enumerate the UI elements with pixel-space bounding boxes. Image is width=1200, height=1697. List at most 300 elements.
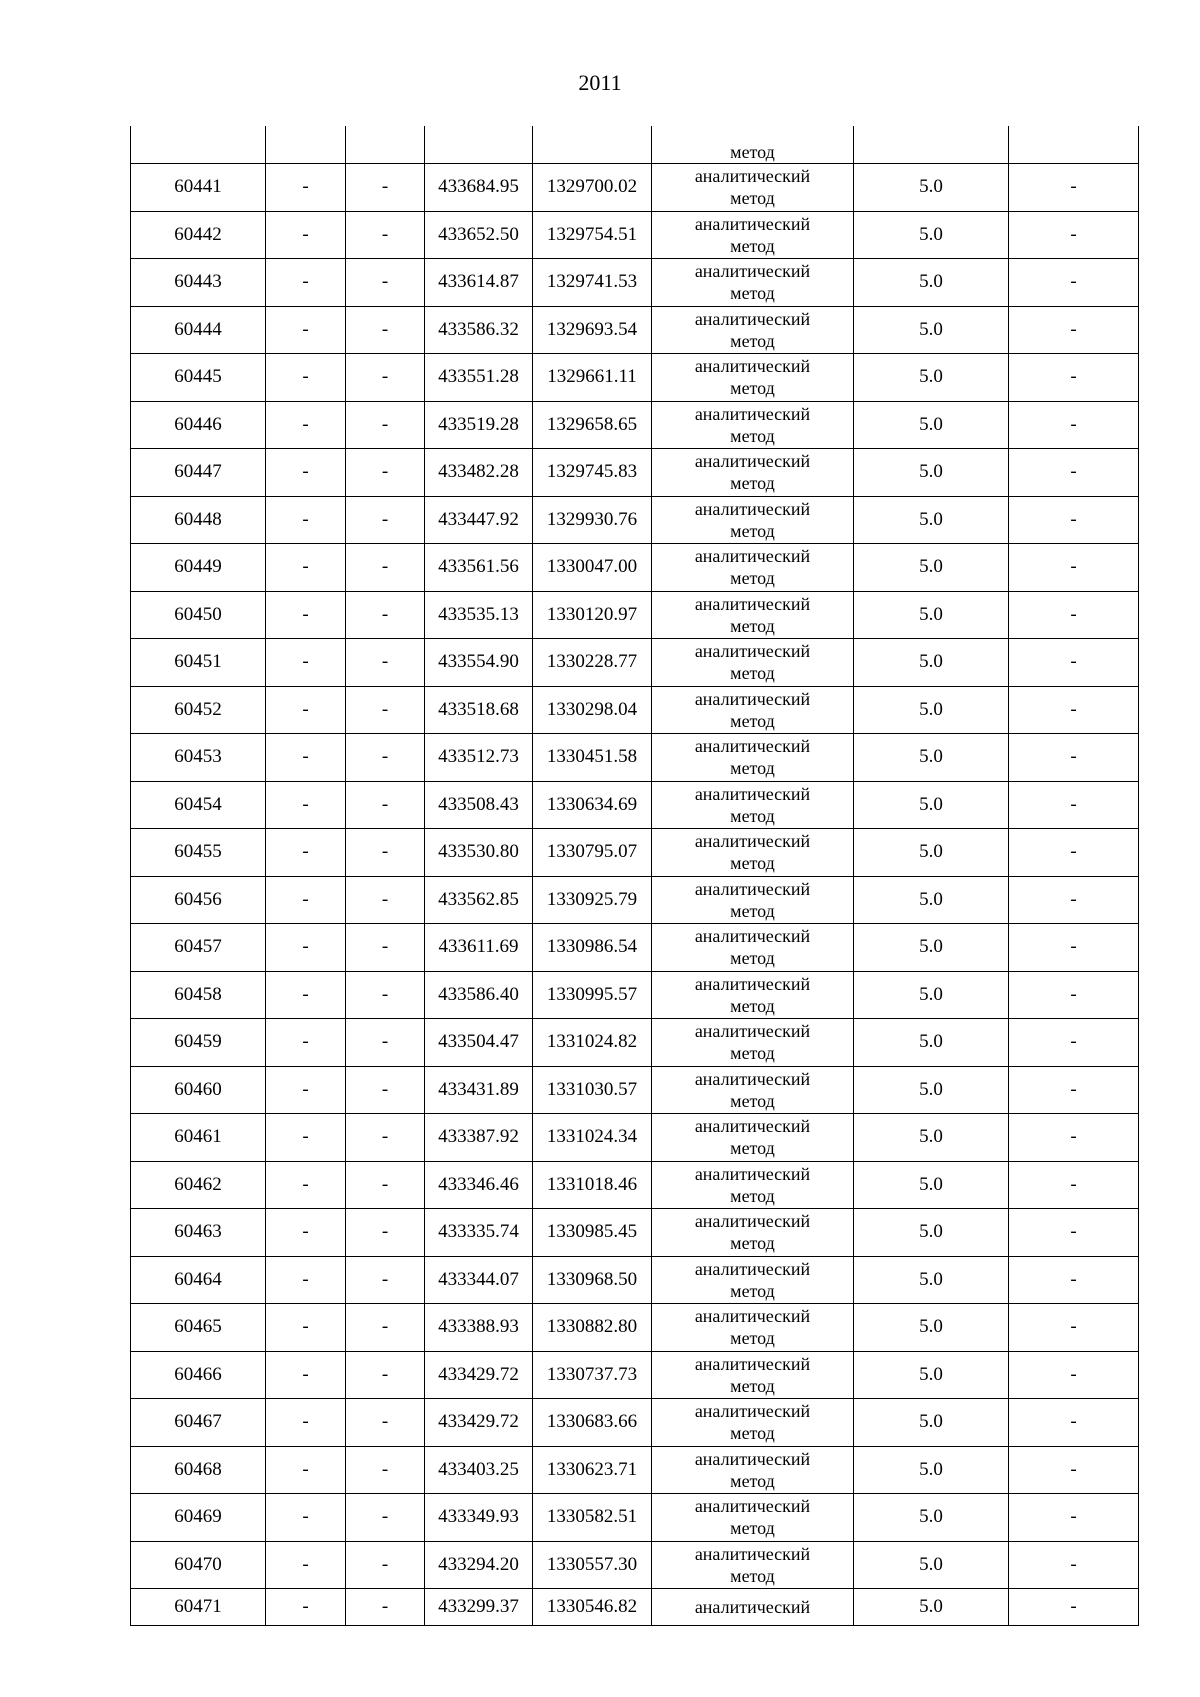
dash-cell: - <box>1009 1066 1139 1114</box>
method-cell <box>652 306 854 354</box>
table-cell <box>131 126 266 164</box>
dash-cell: - <box>266 1066 346 1114</box>
dash-cell: - <box>266 1541 346 1589</box>
dash-cell: - <box>346 876 425 924</box>
y-coordinate-cell: 1330683.66 <box>533 1399 652 1447</box>
method-line-2: метод <box>730 520 775 541</box>
method-line-2: метод <box>730 1043 775 1064</box>
dash-cell: - <box>266 401 346 449</box>
method-line-2: метод <box>730 1280 775 1301</box>
x-coordinate-cell: 433344.07 <box>425 1256 533 1304</box>
dash-cell: - <box>266 1161 346 1209</box>
method-line-1: аналитический <box>694 1021 811 1042</box>
method-line-1: аналитический <box>694 1401 811 1422</box>
table-body <box>131 126 1139 1626</box>
table-row <box>131 259 1139 307</box>
dash-cell: - <box>346 1161 425 1209</box>
point-id-cell: 60458 <box>131 971 266 1019</box>
method-cell <box>652 1304 854 1352</box>
method-cell <box>652 1256 854 1304</box>
accuracy-cell: 5.0 <box>854 686 1009 734</box>
x-coordinate-cell: 433387.92 <box>425 1114 533 1162</box>
dash-cell: - <box>266 1446 346 1494</box>
y-coordinate-cell: 1330451.58 <box>533 734 652 782</box>
dash-cell: - <box>1009 306 1139 354</box>
dash-cell: - <box>1009 1304 1139 1352</box>
method-line-1: аналитический <box>694 308 811 329</box>
dash-cell: - <box>346 1019 425 1067</box>
dash-cell: - <box>1009 1399 1139 1447</box>
point-id-cell: 60445 <box>131 354 266 402</box>
method-line-2: метод <box>730 1423 775 1444</box>
method-line-1: аналитический <box>694 403 811 424</box>
dash-cell: - <box>266 211 346 259</box>
point-id-cell: 60462 <box>131 1161 266 1209</box>
point-id-cell: 60450 <box>131 591 266 639</box>
y-coordinate-cell: 1330582.51 <box>533 1494 652 1542</box>
dash-cell: - <box>1009 829 1139 877</box>
accuracy-cell: 5.0 <box>854 306 1009 354</box>
table-row <box>131 1589 1139 1626</box>
method-cell <box>652 971 854 1019</box>
y-coordinate-cell: 1329661.11 <box>533 354 652 402</box>
table-row <box>131 449 1139 497</box>
table-row <box>131 876 1139 924</box>
y-coordinate-cell: 1329754.51 <box>533 211 652 259</box>
table-row <box>131 1541 1139 1589</box>
method-line-2: метод <box>730 1375 775 1396</box>
table-row <box>131 1351 1139 1399</box>
accuracy-cell: 5.0 <box>854 1541 1009 1589</box>
accuracy-cell: 5.0 <box>854 734 1009 782</box>
dash-cell: - <box>1009 591 1139 639</box>
accuracy-cell: 5.0 <box>854 971 1009 1019</box>
method-line-1: аналитический <box>694 1448 811 1469</box>
table-row <box>131 211 1139 259</box>
dash-cell: - <box>346 1446 425 1494</box>
method-line-2: метод <box>730 378 775 399</box>
dash-cell: - <box>266 1589 346 1626</box>
method-line-1: аналитический <box>694 1211 811 1232</box>
method-cell: метод <box>652 126 854 164</box>
dash-cell: - <box>346 1351 425 1399</box>
point-id-cell: 60444 <box>131 306 266 354</box>
dash-cell: - <box>1009 1589 1139 1626</box>
point-id-cell: 60459 <box>131 1019 266 1067</box>
dash-cell: - <box>266 781 346 829</box>
table-row <box>131 401 1139 449</box>
method-cell <box>652 1114 854 1162</box>
method-line-2: метод <box>730 948 775 969</box>
method-line-2: метод <box>730 473 775 494</box>
accuracy-cell: 5.0 <box>854 211 1009 259</box>
y-coordinate-cell: 1330557.30 <box>533 1541 652 1589</box>
table-row <box>131 164 1139 212</box>
table-cell <box>346 126 425 164</box>
method-line-1: аналитический <box>694 831 811 852</box>
y-coordinate-cell: 1330047.00 <box>533 544 652 592</box>
method-line-1: аналитический <box>694 166 811 187</box>
y-coordinate-cell: 1330120.97 <box>533 591 652 639</box>
point-id-cell: 60460 <box>131 1066 266 1114</box>
dash-cell: - <box>346 544 425 592</box>
accuracy-cell: 5.0 <box>854 781 1009 829</box>
method-line-2: метод <box>730 1138 775 1159</box>
dash-cell: - <box>346 1541 425 1589</box>
x-coordinate-cell: 433518.68 <box>425 686 533 734</box>
x-coordinate-cell: 433614.87 <box>425 259 533 307</box>
method-cell <box>652 1351 854 1399</box>
point-id-cell: 60468 <box>131 1446 266 1494</box>
dash-cell: - <box>346 401 425 449</box>
method-cell <box>652 449 854 497</box>
point-id-cell: 60448 <box>131 496 266 544</box>
x-coordinate-cell: 433551.28 <box>425 354 533 402</box>
table-row <box>131 544 1139 592</box>
dash-cell: - <box>1009 1209 1139 1257</box>
dash-cell: - <box>1009 781 1139 829</box>
dash-cell: - <box>1009 639 1139 687</box>
method-cell <box>652 496 854 544</box>
x-coordinate-cell: 433431.89 <box>425 1066 533 1114</box>
dash-cell: - <box>346 781 425 829</box>
dash-cell: - <box>1009 1019 1139 1067</box>
method-line-2: метод <box>730 805 775 826</box>
accuracy-cell: 5.0 <box>854 1114 1009 1162</box>
dash-cell: - <box>266 1494 346 1542</box>
dash-cell: - <box>1009 1494 1139 1542</box>
dash-cell: - <box>346 829 425 877</box>
point-id-cell: 60463 <box>131 1209 266 1257</box>
x-coordinate-cell: 433519.28 <box>425 401 533 449</box>
method-line-1: аналитический <box>694 1116 811 1137</box>
point-id-cell: 60470 <box>131 1541 266 1589</box>
table-row <box>131 496 1139 544</box>
method-line-2: метод <box>730 1090 775 1111</box>
method-line-2: метод <box>730 615 775 636</box>
method-line-1: аналитический <box>694 498 811 519</box>
point-id-cell: 60467 <box>131 1399 266 1447</box>
x-coordinate-cell: 433294.20 <box>425 1541 533 1589</box>
y-coordinate-cell: 1330925.79 <box>533 876 652 924</box>
method-line-1: аналитический <box>694 736 811 757</box>
method-cell <box>652 829 854 877</box>
method-line-2: метод <box>730 663 775 684</box>
method-line-1: аналитический <box>694 926 811 947</box>
x-coordinate-cell: 433586.40 <box>425 971 533 1019</box>
dash-cell: - <box>266 924 346 972</box>
dash-cell: - <box>346 1304 425 1352</box>
dash-cell: - <box>346 164 425 212</box>
dash-cell: - <box>1009 1446 1139 1494</box>
y-coordinate-cell: 1331024.82 <box>533 1019 652 1067</box>
point-id-cell: 60456 <box>131 876 266 924</box>
x-coordinate-cell: 433346.46 <box>425 1161 533 1209</box>
y-coordinate-cell: 1329930.76 <box>533 496 652 544</box>
point-id-cell: 60455 <box>131 829 266 877</box>
method-cell <box>652 354 854 402</box>
table-row <box>131 1114 1139 1162</box>
method-line-1: аналитический <box>694 1496 811 1517</box>
dash-cell: - <box>266 1114 346 1162</box>
dash-cell: - <box>1009 496 1139 544</box>
table-cell <box>425 126 533 164</box>
x-coordinate-cell: 433530.80 <box>425 829 533 877</box>
table-row <box>131 591 1139 639</box>
y-coordinate-cell: 1330795.07 <box>533 829 652 877</box>
method-line-2: метод <box>730 1233 775 1254</box>
method-cell <box>652 686 854 734</box>
dash-cell: - <box>266 639 346 687</box>
dash-cell: - <box>346 1494 425 1542</box>
dash-cell: - <box>1009 449 1139 497</box>
accuracy-cell: 5.0 <box>854 1399 1009 1447</box>
accuracy-cell: 5.0 <box>854 1209 1009 1257</box>
point-id-cell: 60471 <box>131 1589 266 1626</box>
dash-cell: - <box>346 1589 425 1626</box>
method-line-2: метод <box>730 330 775 351</box>
point-id-cell: 60453 <box>131 734 266 782</box>
method-cell <box>652 781 854 829</box>
dash-cell: - <box>1009 211 1139 259</box>
method-line-1: аналитический <box>694 593 811 614</box>
x-coordinate-cell: 433586.32 <box>425 306 533 354</box>
point-id-cell: 60457 <box>131 924 266 972</box>
dash-cell: - <box>266 544 346 592</box>
dash-cell: - <box>266 829 346 877</box>
y-coordinate-cell: 1330986.54 <box>533 924 652 972</box>
accuracy-cell: 5.0 <box>854 591 1009 639</box>
method-line-1: аналитический <box>694 546 811 567</box>
method-line-1: аналитический <box>694 213 811 234</box>
point-id-cell: 60449 <box>131 544 266 592</box>
method-line-2: метод <box>730 900 775 921</box>
table-row <box>131 1066 1139 1114</box>
accuracy-cell: 5.0 <box>854 1446 1009 1494</box>
y-coordinate-cell: 1331018.46 <box>533 1161 652 1209</box>
method-line-1: аналитический <box>694 1068 811 1089</box>
x-coordinate-cell: 433429.72 <box>425 1351 533 1399</box>
method-line-1: аналитический <box>694 451 811 472</box>
x-coordinate-cell: 433299.37 <box>425 1589 533 1626</box>
dash-cell: - <box>346 496 425 544</box>
method-cell <box>652 211 854 259</box>
method-cell <box>652 1494 854 1542</box>
x-coordinate-cell: 433504.47 <box>425 1019 533 1067</box>
table-row <box>131 1399 1139 1447</box>
table-row <box>131 1304 1139 1352</box>
dash-cell: - <box>346 971 425 1019</box>
x-coordinate-cell: 433508.43 <box>425 781 533 829</box>
method-line-2: метод <box>730 425 775 446</box>
table-row <box>131 924 1139 972</box>
dash-cell: - <box>266 1304 346 1352</box>
dash-cell: - <box>266 164 346 212</box>
x-coordinate-cell: 433611.69 <box>425 924 533 972</box>
table-row <box>131 1019 1139 1067</box>
dash-cell: - <box>266 734 346 782</box>
method-cell <box>652 876 854 924</box>
dash-cell: - <box>346 734 425 782</box>
dash-cell: - <box>1009 1161 1139 1209</box>
point-id-cell: 60465 <box>131 1304 266 1352</box>
table-row <box>131 306 1139 354</box>
y-coordinate-cell: 1330634.69 <box>533 781 652 829</box>
y-coordinate-cell: 1329745.83 <box>533 449 652 497</box>
point-id-cell: 60461 <box>131 1114 266 1162</box>
point-id-cell: 60451 <box>131 639 266 687</box>
point-id-cell: 60441 <box>131 164 266 212</box>
point-id-cell: 60469 <box>131 1494 266 1542</box>
accuracy-cell: 5.0 <box>854 1494 1009 1542</box>
method-cell <box>652 164 854 212</box>
accuracy-cell: 5.0 <box>854 924 1009 972</box>
accuracy-cell: 5.0 <box>854 354 1009 402</box>
x-coordinate-cell: 433429.72 <box>425 1399 533 1447</box>
method-cell <box>652 1589 854 1626</box>
method-line-2: метод <box>730 1518 775 1539</box>
table-row <box>131 1256 1139 1304</box>
y-coordinate-cell: 1330228.77 <box>533 639 652 687</box>
table-cell <box>854 126 1009 164</box>
accuracy-cell: 5.0 <box>854 496 1009 544</box>
dash-cell: - <box>266 449 346 497</box>
y-coordinate-cell: 1329700.02 <box>533 164 652 212</box>
method-line-1: аналитический <box>694 1258 811 1279</box>
table-row <box>131 354 1139 402</box>
x-coordinate-cell: 433447.92 <box>425 496 533 544</box>
method-cell <box>652 1066 854 1114</box>
dash-cell: - <box>346 211 425 259</box>
dash-cell: - <box>346 924 425 972</box>
dash-cell: - <box>266 306 346 354</box>
method-cell <box>652 1541 854 1589</box>
point-id-cell: 60442 <box>131 211 266 259</box>
dash-cell: - <box>1009 1114 1139 1162</box>
dash-cell: - <box>1009 354 1139 402</box>
dash-cell: - <box>1009 924 1139 972</box>
method-line-1: аналитический <box>694 1543 811 1564</box>
x-coordinate-cell: 433535.13 <box>425 591 533 639</box>
y-coordinate-cell: 1330968.50 <box>533 1256 652 1304</box>
table-row <box>131 971 1139 1019</box>
point-id-cell: 60447 <box>131 449 266 497</box>
dash-cell: - <box>346 449 425 497</box>
table-row <box>131 1161 1139 1209</box>
method-line-1: аналитический <box>694 641 811 662</box>
point-id-cell: 60464 <box>131 1256 266 1304</box>
y-coordinate-cell: 1330298.04 <box>533 686 652 734</box>
x-coordinate-cell: 433349.93 <box>425 1494 533 1542</box>
method-line-2: метод <box>730 568 775 589</box>
method-cell <box>652 544 854 592</box>
method-line-2: метод <box>730 1328 775 1349</box>
dash-cell: - <box>1009 734 1139 782</box>
dash-cell: - <box>1009 1256 1139 1304</box>
accuracy-cell: 5.0 <box>854 1161 1009 1209</box>
table-cell <box>533 126 652 164</box>
method-cell <box>652 1019 854 1067</box>
dash-cell: - <box>346 1256 425 1304</box>
method-line-1: аналитический <box>694 783 811 804</box>
dash-cell: - <box>266 1019 346 1067</box>
method-line-2: метод <box>730 995 775 1016</box>
y-coordinate-cell: 1330985.45 <box>533 1209 652 1257</box>
table-row <box>131 1209 1139 1257</box>
dash-cell: - <box>1009 876 1139 924</box>
y-coordinate-cell: 1329693.54 <box>533 306 652 354</box>
x-coordinate-cell: 433335.74 <box>425 1209 533 1257</box>
dash-cell: - <box>346 1114 425 1162</box>
dash-cell: - <box>266 686 346 734</box>
accuracy-cell: 5.0 <box>854 639 1009 687</box>
point-id-cell: 60454 <box>131 781 266 829</box>
method-cell <box>652 639 854 687</box>
page-number: 2011 <box>578 70 622 95</box>
point-id-cell: 60466 <box>131 1351 266 1399</box>
method-line-1: аналитический <box>694 878 811 899</box>
table-row <box>131 829 1139 877</box>
dash-cell: - <box>266 354 346 402</box>
method-cell <box>652 1209 854 1257</box>
y-coordinate-cell: 1329658.65 <box>533 401 652 449</box>
table-row <box>131 781 1139 829</box>
dash-cell: - <box>266 591 346 639</box>
dash-cell: - <box>1009 259 1139 307</box>
x-coordinate-cell: 433403.25 <box>425 1446 533 1494</box>
method-cell <box>652 591 854 639</box>
dash-cell: - <box>346 1066 425 1114</box>
dash-cell: - <box>266 971 346 1019</box>
dash-cell: - <box>1009 544 1139 592</box>
method-line-2: метод <box>730 1185 775 1206</box>
accuracy-cell: 5.0 <box>854 401 1009 449</box>
dash-cell: - <box>266 259 346 307</box>
method-cell <box>652 259 854 307</box>
accuracy-cell: 5.0 <box>854 544 1009 592</box>
dash-cell: - <box>346 306 425 354</box>
y-coordinate-cell: 1329741.53 <box>533 259 652 307</box>
method-line-2: метод <box>730 188 775 209</box>
dash-cell: - <box>346 259 425 307</box>
y-coordinate-cell: 1330546.82 <box>533 1589 652 1626</box>
dash-cell: - <box>346 1399 425 1447</box>
dash-cell: - <box>346 686 425 734</box>
x-coordinate-cell: 433482.28 <box>425 449 533 497</box>
table-row <box>131 639 1139 687</box>
point-id-cell: 60443 <box>131 259 266 307</box>
coordinates-table <box>130 126 1139 1626</box>
dash-cell: - <box>266 1399 346 1447</box>
y-coordinate-cell: 1331030.57 <box>533 1066 652 1114</box>
method-line-2: метод <box>730 758 775 779</box>
dash-cell: - <box>346 591 425 639</box>
accuracy-cell: 5.0 <box>854 1589 1009 1626</box>
method-line-2: метод <box>730 1470 775 1491</box>
accuracy-cell: 5.0 <box>854 1304 1009 1352</box>
dash-cell: - <box>346 1209 425 1257</box>
dash-cell: - <box>1009 686 1139 734</box>
accuracy-cell: 5.0 <box>854 449 1009 497</box>
method-line-1: аналитический <box>694 356 811 377</box>
dash-cell: - <box>266 1256 346 1304</box>
method-cell <box>652 1161 854 1209</box>
x-coordinate-cell: 433684.95 <box>425 164 533 212</box>
table-row <box>131 734 1139 782</box>
method-line-2: метод <box>730 1565 775 1586</box>
dash-cell: - <box>1009 1351 1139 1399</box>
method-cell <box>652 401 854 449</box>
